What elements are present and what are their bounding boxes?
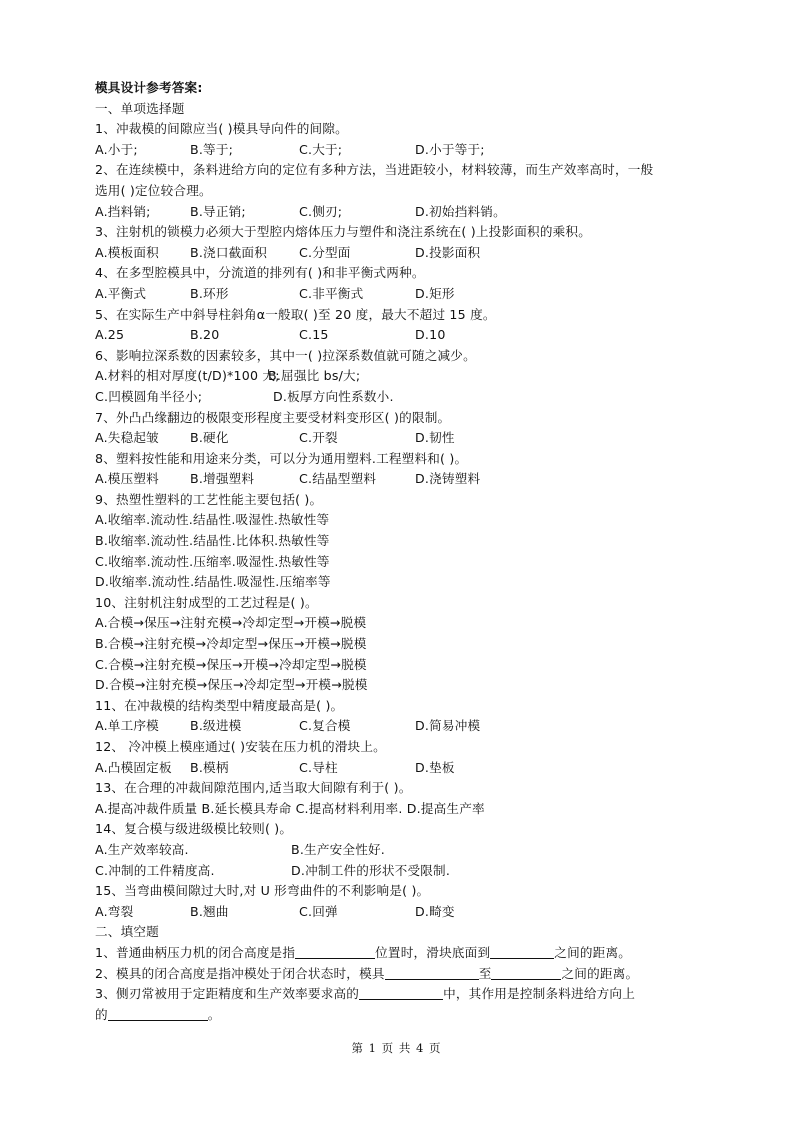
option-b: B.硬化	[190, 430, 229, 446]
option-c: C.侧刃;	[299, 203, 343, 219]
question-13: 13、在合理的冲裁间隙范围内,适当取大间隙有利于( )。	[95, 780, 412, 796]
answer-blank[interactable]	[491, 965, 561, 980]
question-9: 9、热塑性塑料的工艺性能主要包括( )。	[95, 491, 323, 507]
fill-text: 中，其作用是控制条料进给方向上	[443, 986, 635, 1002]
option-b: B.屈强比 bs/大;	[268, 368, 361, 384]
option-b: B.模柄	[190, 759, 229, 775]
options-1	[95, 140, 705, 161]
option-d: D.简易冲模	[415, 718, 481, 734]
document-page	[95, 78, 705, 1025]
question-8: 8、塑料按性能和用途来分类，可以分为通用塑料.工程塑料和( )。	[95, 450, 468, 466]
option-c: C.非平衡式	[299, 285, 364, 301]
options-15	[95, 902, 705, 923]
options-12	[95, 758, 705, 779]
options-8	[95, 469, 705, 490]
question-4: 4、在多型腔模具中，分流道的排列有( )和非平衡式两种。	[95, 265, 425, 281]
options-5	[95, 325, 705, 346]
question-10: 10、注射机注射成型的工艺过程是( )。	[95, 594, 318, 610]
option-a: A.小于;	[95, 141, 138, 157]
option-c: C.凹模圆角半径小;	[95, 388, 203, 404]
options-14-row2	[95, 861, 705, 882]
option-b: B.合模→注射充模→冷却定型→保压→开模→脱模	[95, 636, 367, 652]
question-2-cont: 选用( )定位较合理。	[95, 182, 212, 198]
fill-text: 的	[95, 1006, 108, 1022]
options-6-row2	[95, 387, 705, 408]
page-footer: 第 1 页 共 4 页	[351, 1041, 442, 1055]
option-b: B.导正销;	[190, 203, 246, 219]
option-a: A.25	[95, 327, 125, 343]
question-14: 14、复合模与级进级模比较则( )。	[95, 821, 293, 837]
option-b: B.增强塑料	[190, 471, 255, 487]
option-d: D.矩形	[415, 285, 455, 301]
option-b: B.20	[190, 327, 220, 343]
options-3	[95, 243, 705, 264]
fill-text: 位置时，滑块底面到	[375, 944, 491, 960]
option-a: A.生产效率较高.	[95, 841, 189, 857]
option-a: A.模压塑料	[95, 471, 159, 487]
question-15: 15、当弯曲模间隙过大时,对 U 形弯曲件的不利影响是( )。	[95, 883, 430, 899]
option-d: D.收缩率.流动性.结晶性.吸湿性.压缩率等	[95, 574, 331, 590]
option-d: D.投影面积	[415, 244, 481, 260]
question-5: 5、在实际生产中斜导柱斜角α一般取( )至 20 度，最大不超过 15 度。	[95, 306, 496, 322]
option-b: B.收缩率.流动性.结晶性.比体积.热敏性等	[95, 533, 330, 549]
options-2	[95, 202, 705, 223]
answer-blank[interactable]	[108, 1006, 208, 1021]
option-d: D.10	[415, 327, 446, 343]
option-c: C.合模→注射充模→保压→开模→冷却定型→脱模	[95, 656, 367, 672]
section-heading-fill: 二、填空题	[95, 924, 159, 940]
document-title: 模具设计参考答案:	[95, 80, 203, 95]
fill-question-3-cont	[95, 1005, 705, 1026]
options-7	[95, 428, 705, 449]
option-a: A.收缩率.流动性.结晶性.吸湿性.热敏性等	[95, 512, 330, 528]
option-b: B.等于;	[190, 141, 234, 157]
question-1: 1、冲裁模的间隙应当( )模具导向件的间隙。	[95, 121, 348, 137]
question-12: 12、 冷冲模上模座通过( )安装在压力机的滑块上。	[95, 739, 386, 754]
fill-text: 1、普通曲柄压力机的闭合高度是指	[95, 944, 296, 960]
option-c: C.开裂	[299, 430, 338, 446]
fill-question-1	[95, 943, 705, 964]
option-a: A.模板面积	[95, 244, 159, 260]
option-c: C.冲制的工件精度高.	[95, 862, 215, 878]
option-a: A.失稳起皱	[95, 430, 159, 446]
option-d: D.小于等于;	[415, 141, 485, 157]
option-b: B.环形	[190, 285, 229, 301]
option-d: D.板厚方向性系数小.	[273, 388, 394, 404]
option-d: D.畸变	[415, 903, 455, 919]
option-c: C.大于;	[299, 141, 343, 157]
option-d: D.冲制工件的形状不受限制.	[291, 862, 451, 878]
option-c: C.回弹	[299, 903, 338, 919]
fill-text: 。	[207, 1006, 221, 1022]
options-14-row1	[95, 840, 705, 861]
option-d: D.垫板	[415, 759, 455, 775]
option-d: D.合模→注射充模→保压→冷却定型→开模→脱模	[95, 677, 368, 693]
fill-question-3	[95, 984, 705, 1005]
option-a: A.材料的相对厚度(t/D)*100 大;	[95, 368, 280, 384]
option-d: D.韧性	[415, 430, 455, 446]
options-6-row1	[95, 366, 705, 387]
question-3: 3、注射机的锁模力必须大于型腔内熔体压力与塑件和浇注系统在( )上投影面积的乘积。	[95, 224, 592, 240]
option-a: A.凸模固定板	[95, 759, 172, 775]
fill-question-2	[95, 964, 705, 985]
option-a: A.合模→保压→注射充模→冷却定型→开模→脱模	[95, 615, 367, 631]
fill-text: 之间的距离。	[561, 965, 639, 981]
option-c: C.结晶型塑料	[299, 471, 377, 487]
fill-text: 至	[478, 965, 492, 981]
option-c: C.分型面	[299, 244, 351, 260]
answer-blank[interactable]	[359, 985, 443, 1000]
option-b: B.浇口截面积	[190, 244, 268, 260]
option-c: C.复合模	[299, 718, 351, 734]
option-b: B.级进模	[190, 718, 242, 734]
option-c: C.收缩率.流动性.压缩率.吸湿性.热敏性等	[95, 553, 330, 569]
option-a: A.弯裂	[95, 903, 134, 919]
question-6: 6、影响拉深系数的因素较多，其中一( )拉深系数值就可随之减少。	[95, 347, 476, 363]
answer-blank[interactable]	[490, 944, 554, 959]
question-2: 2、在连续模中，条料进给方向的定位有多种方法，当进距较小，材料较薄，而生产效率高时，一般	[95, 162, 654, 178]
section-heading-choice: 一、单项选择题	[95, 100, 185, 116]
option-a: A.挡料销;	[95, 203, 151, 219]
option-a: A.平衡式	[95, 285, 147, 301]
option-d: D.浇铸塑料	[415, 471, 481, 487]
options-11	[95, 716, 705, 737]
option-b: B.生产安全性好.	[291, 841, 386, 857]
option-c: C.15	[299, 327, 329, 343]
option-c: C.导柱	[299, 759, 338, 775]
fill-text: 2、模具的闭合高度是指冲模处于闭合状态时，模具	[95, 965, 385, 981]
fill-text: 之间的距离。	[554, 944, 632, 960]
question-7: 7、外凸凸缘翻边的极限变形程度主要受材料变形区( )的限制。	[95, 409, 451, 425]
answer-blank[interactable]	[385, 965, 479, 980]
option-a: A.单工序模	[95, 718, 159, 734]
answer-blank[interactable]	[295, 944, 375, 959]
question-11: 11、在冲裁模的结构类型中精度最高是( )。	[95, 697, 344, 713]
option-b: B.翘曲	[190, 903, 229, 919]
option-d: D.初始挡料销。	[415, 203, 506, 219]
options-4	[95, 284, 705, 305]
options-13: A.提高冲裁件质量 B.延长模具寿命 C.提高材料利用率. D.提高生产率	[95, 800, 485, 816]
fill-text: 3、侧刃常被用于定距精度和生产效率要求高的	[95, 986, 360, 1002]
